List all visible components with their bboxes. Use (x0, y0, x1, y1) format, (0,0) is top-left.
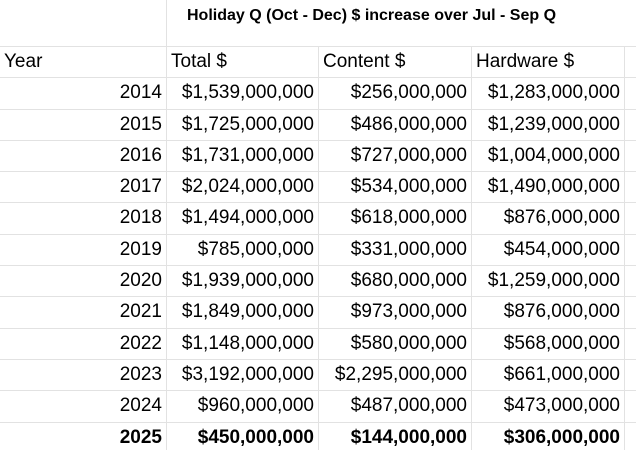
cell-total[interactable]: $1,939,000,000 (167, 266, 319, 297)
empty-cell[interactable] (625, 141, 636, 172)
title-row (0, 0, 636, 47)
cell-year[interactable]: 2017 (0, 172, 167, 203)
cell-year[interactable]: 2019 (0, 235, 167, 266)
cell-year[interactable]: 2025 (0, 423, 167, 450)
cell-content[interactable]: $2,295,000,000 (319, 360, 472, 391)
cell-hardware[interactable]: $876,000,000 (472, 297, 625, 328)
sheet-title[interactable]: Holiday Q (Oct - Dec) $ increase over Jul - Sep Q (167, 0, 636, 47)
empty-cell[interactable] (625, 266, 636, 297)
cell-hardware[interactable]: $876,000,000 (472, 203, 625, 234)
cell-year[interactable]: 2023 (0, 360, 167, 391)
cell-content[interactable]: $534,000,000 (319, 172, 472, 203)
cell-total[interactable]: $1,725,000,000 (167, 110, 319, 141)
empty-cell[interactable] (625, 329, 636, 360)
cell-hardware[interactable]: $1,259,000,000 (472, 266, 625, 297)
empty-cell[interactable] (625, 172, 636, 203)
empty-cell[interactable] (625, 235, 636, 266)
empty-cell[interactable] (625, 391, 636, 422)
empty-cell[interactable] (625, 360, 636, 391)
header-hardware[interactable]: Hardware $ (472, 47, 625, 78)
cell-total[interactable]: $3,192,000,000 (167, 360, 319, 391)
empty-cell[interactable] (625, 297, 636, 328)
cell-year[interactable]: 2016 (0, 141, 167, 172)
cell-year[interactable]: 2021 (0, 297, 167, 328)
data-table (0, 47, 636, 450)
cell-total[interactable]: $1,849,000,000 (167, 297, 319, 328)
cell-total[interactable]: $1,731,000,000 (167, 141, 319, 172)
cell-a1[interactable] (0, 0, 167, 47)
header-total[interactable]: Total $ (167, 47, 319, 78)
cell-content[interactable]: $727,000,000 (319, 141, 472, 172)
cell-hardware[interactable]: $454,000,000 (472, 235, 625, 266)
cell-content[interactable]: $486,000,000 (319, 110, 472, 141)
cell-hardware[interactable]: $306,000,000 (472, 423, 625, 450)
cell-content[interactable]: $487,000,000 (319, 391, 472, 422)
empty-cell[interactable] (625, 78, 636, 109)
header-year[interactable]: Year (0, 47, 167, 78)
cell-year[interactable]: 2014 (0, 78, 167, 109)
empty-cell[interactable] (625, 110, 636, 141)
cell-content[interactable]: $680,000,000 (319, 266, 472, 297)
cell-content[interactable]: $580,000,000 (319, 329, 472, 360)
cell-content[interactable]: $144,000,000 (319, 423, 472, 450)
cell-content[interactable]: $618,000,000 (319, 203, 472, 234)
cell-hardware[interactable]: $473,000,000 (472, 391, 625, 422)
cell-hardware[interactable]: $1,004,000,000 (472, 141, 625, 172)
cell-total[interactable]: $450,000,000 (167, 423, 319, 450)
cell-content[interactable]: $973,000,000 (319, 297, 472, 328)
empty-cell[interactable] (625, 203, 636, 234)
cell-hardware[interactable]: $568,000,000 (472, 329, 625, 360)
cell-hardware[interactable]: $1,239,000,000 (472, 110, 625, 141)
empty-cell[interactable] (625, 423, 636, 450)
cell-year[interactable]: 2020 (0, 266, 167, 297)
cell-content[interactable]: $256,000,000 (319, 78, 472, 109)
cell-total[interactable]: $785,000,000 (167, 235, 319, 266)
cell-total[interactable]: $1,148,000,000 (167, 329, 319, 360)
cell-total[interactable]: $2,024,000,000 (167, 172, 319, 203)
cell-total[interactable]: $1,539,000,000 (167, 78, 319, 109)
cell-year[interactable]: 2022 (0, 329, 167, 360)
cell-content[interactable]: $331,000,000 (319, 235, 472, 266)
header-content[interactable]: Content $ (319, 47, 472, 78)
cell-hardware[interactable]: $1,490,000,000 (472, 172, 625, 203)
empty-cell[interactable] (625, 47, 636, 78)
cell-hardware[interactable]: $661,000,000 (472, 360, 625, 391)
cell-year[interactable]: 2024 (0, 391, 167, 422)
cell-total[interactable]: $1,494,000,000 (167, 203, 319, 234)
cell-hardware[interactable]: $1,283,000,000 (472, 78, 625, 109)
cell-total[interactable]: $960,000,000 (167, 391, 319, 422)
cell-year[interactable]: 2018 (0, 203, 167, 234)
cell-year[interactable]: 2015 (0, 110, 167, 141)
